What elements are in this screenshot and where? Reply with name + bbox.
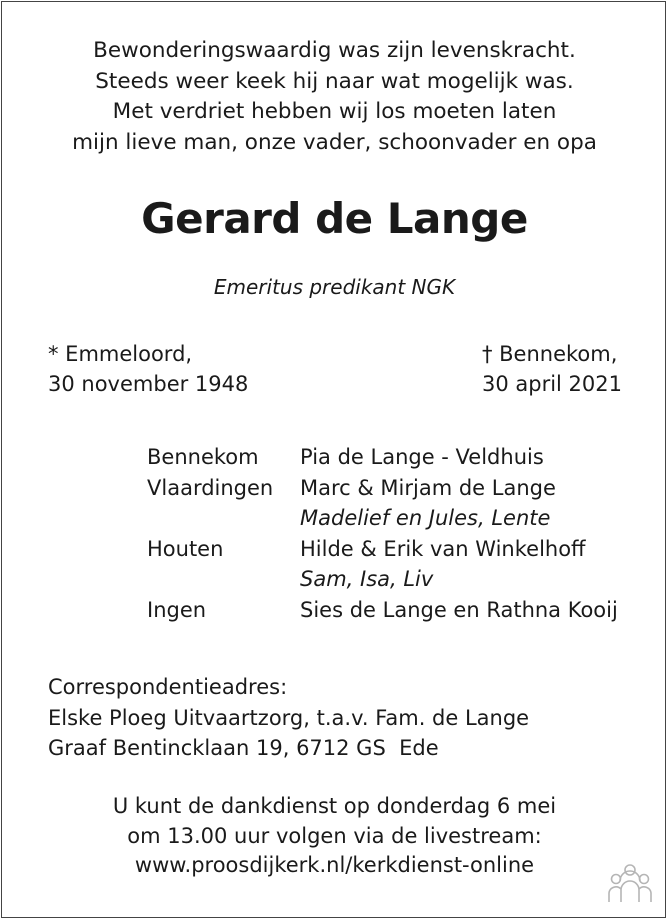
death-place: † Bennekom, xyxy=(481,342,618,366)
intro-line: mijn lieve man, onze vader, schoonvader en opa xyxy=(72,129,597,155)
address-line: Elske Ploeg Uitvaartzorg, t.a.v. Fam. de Lange xyxy=(48,705,530,730)
family-names: Sies de Lange en Rathna Kooij xyxy=(300,597,618,622)
family-names: Pia de Lange - Veldhuis xyxy=(300,445,544,469)
service-line: om 13.00 uur volgen via de livestream: xyxy=(127,823,542,848)
family-place: Bennekom xyxy=(147,445,259,469)
service-line: U kunt de dankdienst op donderdag 6 mei xyxy=(112,794,557,818)
intro-line: Met verdriet hebben wij los moeten laten xyxy=(112,99,557,124)
family-place xyxy=(147,564,300,595)
intro-line: Bewonderingswaardig was zijn levenskracht. xyxy=(93,38,576,63)
correspondence-address xyxy=(48,672,529,764)
address-line: Graaf Bentincklaan 19, 6712 GS Ede xyxy=(48,736,439,760)
family-row xyxy=(147,442,618,473)
family-place: Ingen xyxy=(147,597,207,622)
death-date: 30 april 2021 xyxy=(481,372,622,396)
deceased-title: Emeritus predikant NGK xyxy=(213,275,456,299)
family-row xyxy=(147,473,618,504)
intro-line: Steeds weer keek hij naar wat mogelijk was. xyxy=(95,68,574,94)
birth-place: * Emmeloord, xyxy=(48,342,193,366)
livestream-link[interactable]: www.proosdijkerk.nl/kerkdienst-online xyxy=(134,853,535,877)
service-info xyxy=(0,792,669,881)
family-place xyxy=(147,503,300,534)
deceased-name: Gerard de Lange xyxy=(141,194,528,243)
grandchildren-names: Sam, Isa, Liv xyxy=(300,567,434,591)
family-row xyxy=(147,595,618,626)
death-info xyxy=(482,339,622,399)
intro-text xyxy=(0,36,669,158)
family-row xyxy=(147,503,618,534)
people-group-icon xyxy=(606,862,654,906)
family-names: Hilde & Erik van Winkelhoff xyxy=(300,536,586,561)
family-row xyxy=(147,564,618,595)
family-place: Vlaardingen xyxy=(147,475,274,500)
birth-date: 30 november 1948 xyxy=(48,372,249,396)
family-place: Houten xyxy=(147,536,224,561)
family-list xyxy=(147,442,618,625)
family-row xyxy=(147,534,618,565)
grandchildren-names: Madelief en Jules, Lente xyxy=(300,506,551,530)
family-names: Marc & Mirjam de Lange xyxy=(300,475,556,500)
address-heading: Correspondentieadres: xyxy=(48,675,288,699)
birth-info xyxy=(48,339,248,399)
